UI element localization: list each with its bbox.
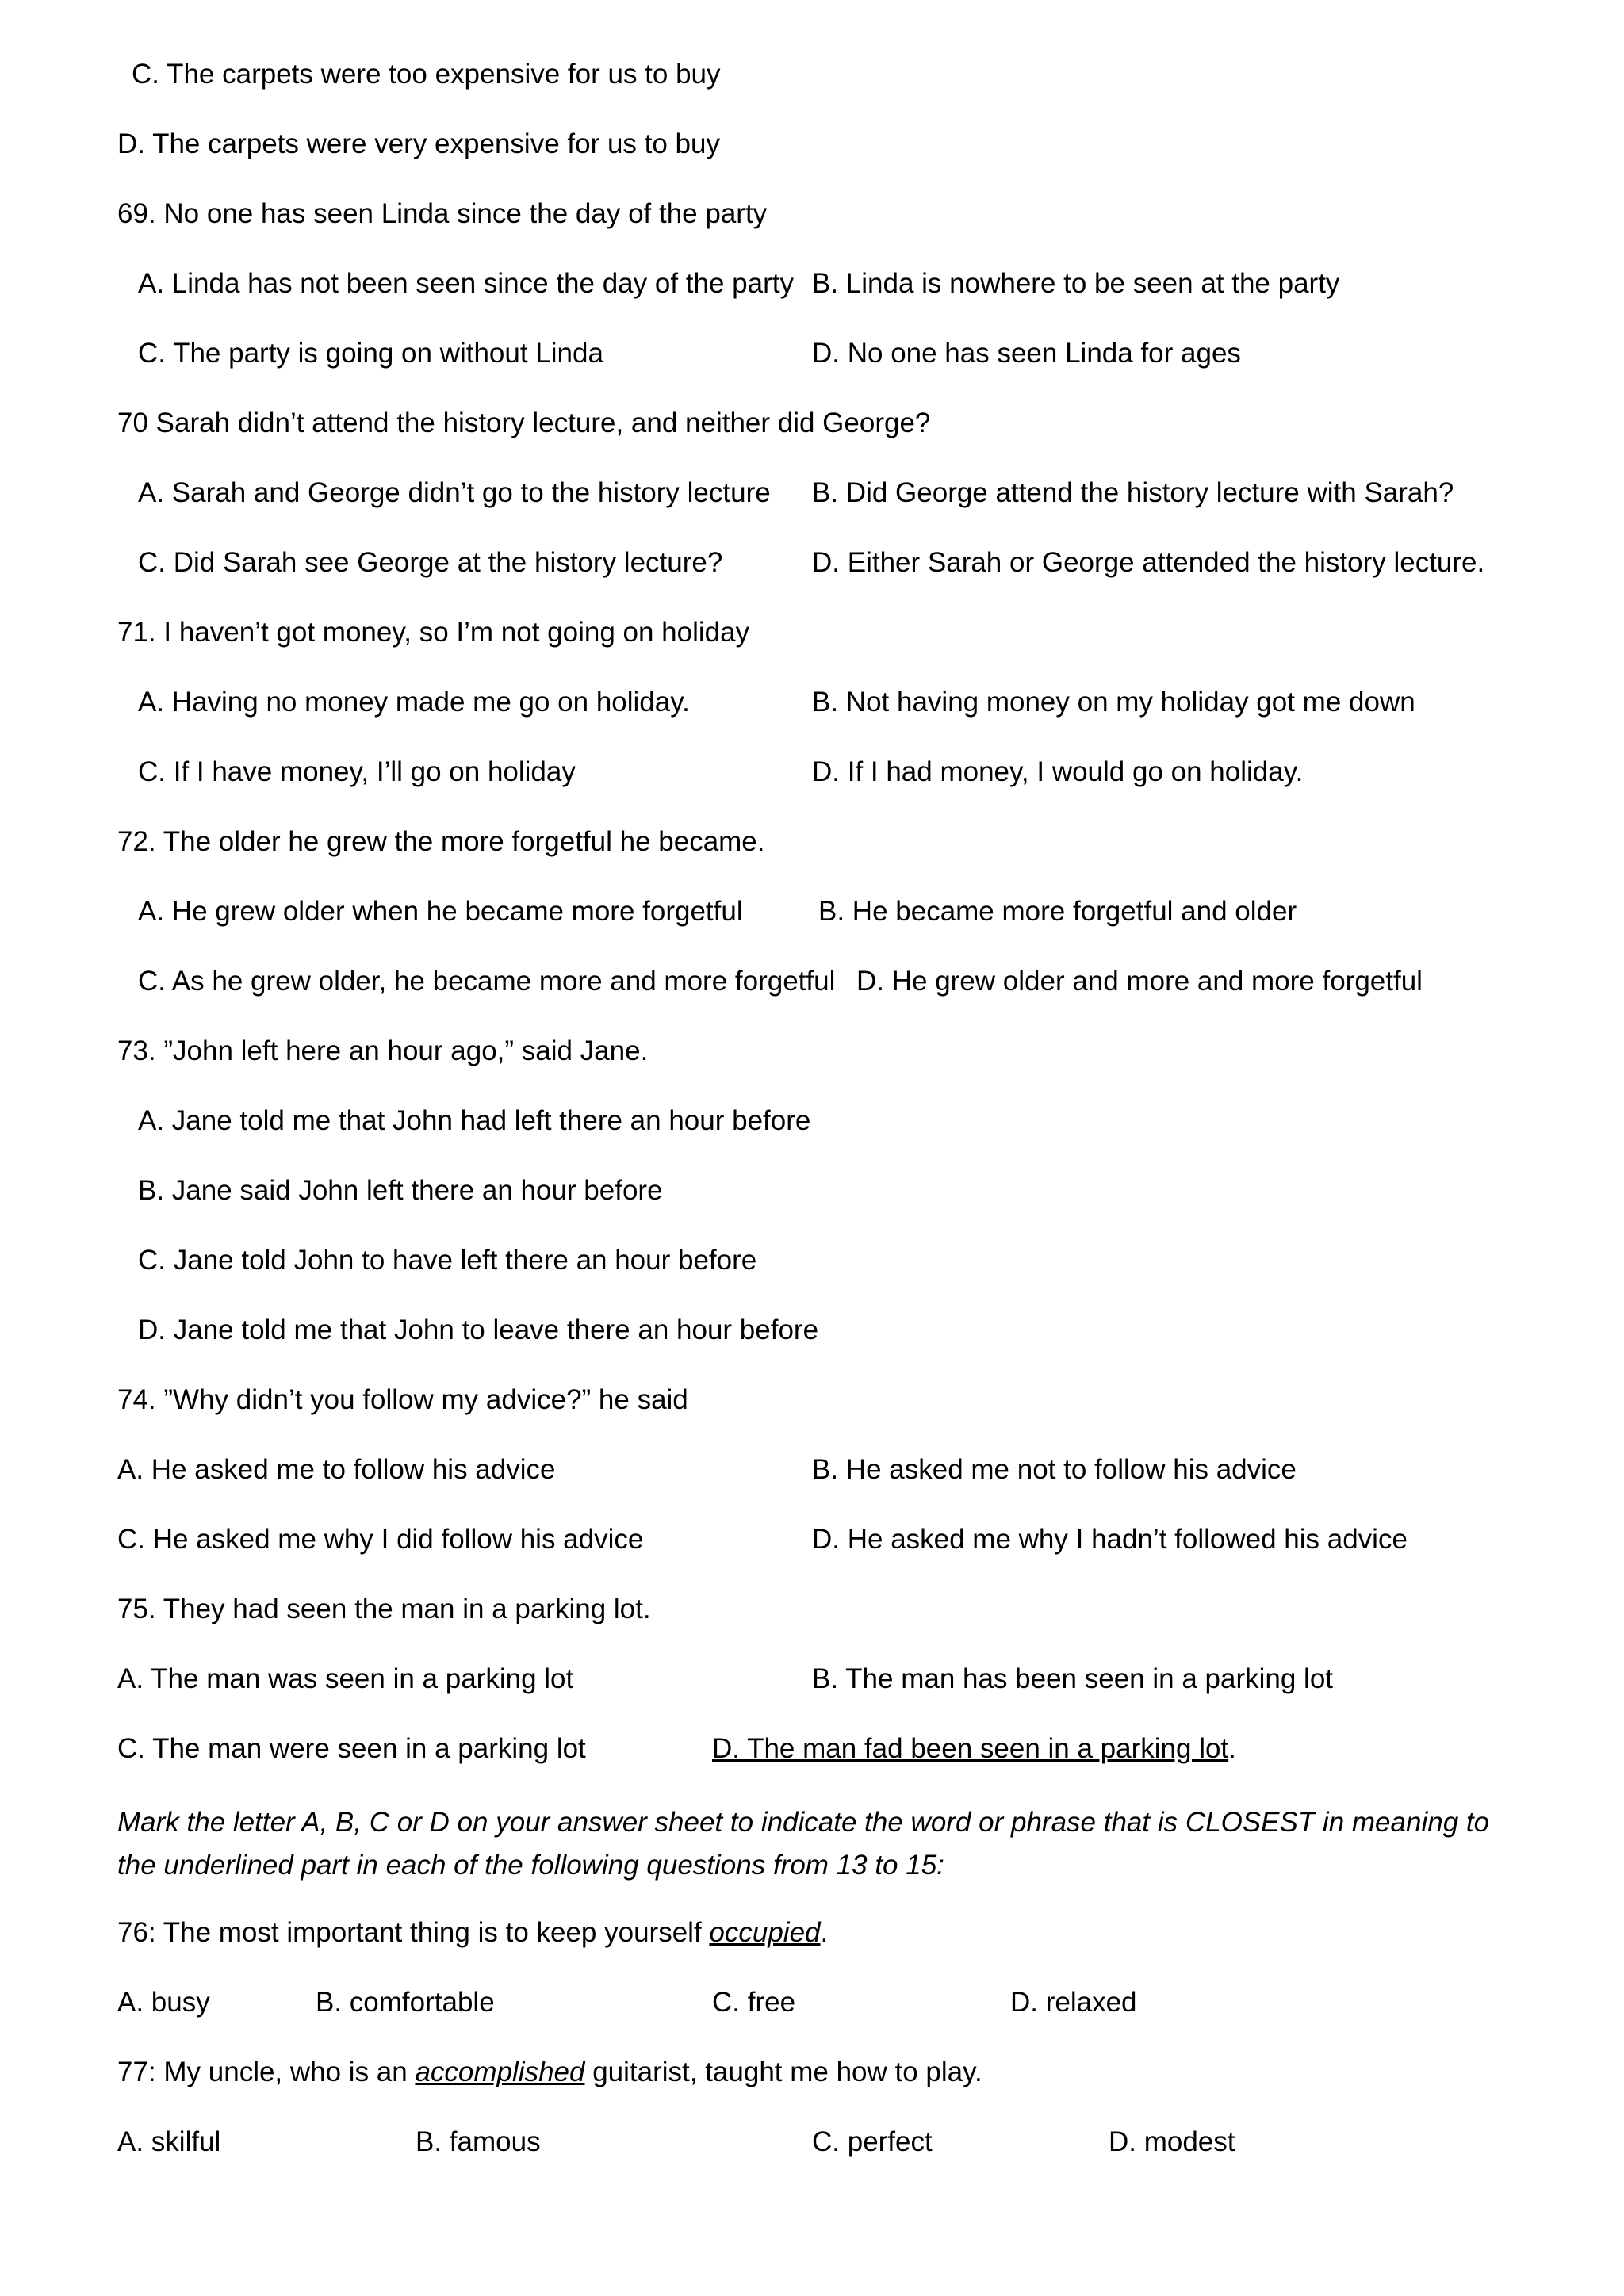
q69-option-d: D. No one has seen Linda for ages: [812, 338, 1241, 369]
q69-stem: 69. No one has seen Linda since the day of the party: [117, 198, 768, 229]
q77-option-d: D. modest: [1109, 2126, 1235, 2157]
q77-option-a: A. skilful: [117, 2126, 221, 2157]
q74-option-a: A. He asked me to follow his advice: [117, 1454, 556, 1485]
q74-option-c: C. He asked me why I did follow his advice: [117, 1524, 644, 1555]
q76-option-b: B. comfortable: [316, 1987, 495, 2018]
q70-option-a: A. Sarah and George didn’t go to the history lecture: [138, 477, 771, 508]
q68-option-c: C. The carpets were too expensive for us to buy: [132, 59, 721, 90]
q69-option-b: B. Linda is nowhere to be seen at the party: [812, 268, 1340, 299]
q77-option-c: C. perfect: [812, 2126, 933, 2157]
q72-stem: 72. The older he grew the more forgetful he became.: [117, 826, 765, 857]
q76-option-c: C. free: [712, 1987, 796, 2018]
q70-stem: 70 Sarah didn’t attend the history lecture, and neither did George?: [117, 408, 931, 438]
q70-option-d: D. Either Sarah or George attended the history lecture.: [812, 547, 1485, 578]
q73-stem: 73. ”John left here an hour ago,” said Jane.: [117, 1035, 649, 1066]
q72-option-c: C. As he grew older, he became more and more forgetful: [138, 966, 836, 997]
q71-option-b: B. Not having money on my holiday got me down: [812, 687, 1415, 718]
q77-stem-before: 77: My uncle, who is an: [117, 2057, 416, 2087]
q75-option-d-period: .: [1228, 1733, 1236, 1764]
section-instruction: Mark the letter A, B, C or D on your answer sheet to indicate the word or phrase that is CLOSEST in meaning to the underlined part in each of the following questions from 13 to 15:: [117, 1807, 1490, 1881]
q72-option-b: B. He became more forgetful and older: [818, 896, 1297, 927]
q75-stem: 75. They had seen the man in a parking lot.: [117, 1594, 651, 1624]
q73-option-c: C. Jane told John to have left there an hour before: [138, 1245, 757, 1276]
q76-stem: [117, 1919, 828, 1946]
q70-option-b: B. Did George attend the history lecture with Sarah?: [812, 477, 1454, 508]
q73-option-b: B. Jane said John left there an hour before: [138, 1175, 663, 1206]
q76-option-d: D. relaxed: [1010, 1987, 1137, 2018]
q72-option-d: D. He grew older and more and more forgetful: [856, 966, 1423, 997]
q74-option-b: B. He asked me not to follow his advice: [812, 1454, 1297, 1485]
q71-option-a: A. Having no money made me go on holiday.: [138, 687, 690, 718]
q76-stem-before: 76: The most important thing is to keep yourself: [117, 1917, 710, 1948]
q75-option-a: A. The man was seen in a parking lot: [117, 1663, 574, 1694]
q75-option-d-row: [712, 1735, 1236, 1762]
q74-stem: 74. ”Why didn’t you follow my advice?” he said: [117, 1384, 688, 1415]
q76-option-a: A. busy: [117, 1987, 210, 2018]
q75-option-d: D. The man fad been seen in a parking lot: [712, 1733, 1229, 1764]
q76-underlined-word: occupied: [709, 1917, 821, 1948]
q74-option-d: D. He asked me why I hadn’t followed his advice: [812, 1524, 1408, 1555]
q72-option-a: A. He grew older when he became more forgetful: [138, 896, 743, 927]
q77-stem-after: guitarist, taught me how to play.: [584, 2057, 982, 2087]
q69-option-c: C. The party is going on without Linda: [138, 338, 603, 369]
q69-option-a: A. Linda has not been seen since the day of the party: [138, 268, 794, 299]
q73-option-a: A. Jane told me that John had left there an hour before: [138, 1105, 811, 1136]
q71-option-d: D. If I had money, I would go on holiday.: [812, 756, 1304, 787]
q75-option-b: B. The man has been seen in a parking lot: [812, 1663, 1334, 1694]
q77-option-b: B. famous: [416, 2126, 541, 2157]
q77-stem: [117, 2058, 982, 2086]
q70-option-c: C. Did Sarah see George at the history lecture?: [138, 547, 723, 578]
q73-option-d: D. Jane told me that John to leave there an hour before: [138, 1314, 819, 1345]
q68-option-d: D. The carpets were very expensive for us to buy: [117, 128, 720, 159]
q75-option-c: C. The man were seen in a parking lot: [117, 1733, 586, 1764]
q76-stem-after: .: [820, 1917, 829, 1948]
q71-option-c: C. If I have money, I’ll go on holiday: [138, 756, 576, 787]
q77-underlined-word: accomplished: [415, 2057, 585, 2087]
q71-stem: 71. I haven’t got money, so I’m not going on holiday: [117, 617, 750, 648]
